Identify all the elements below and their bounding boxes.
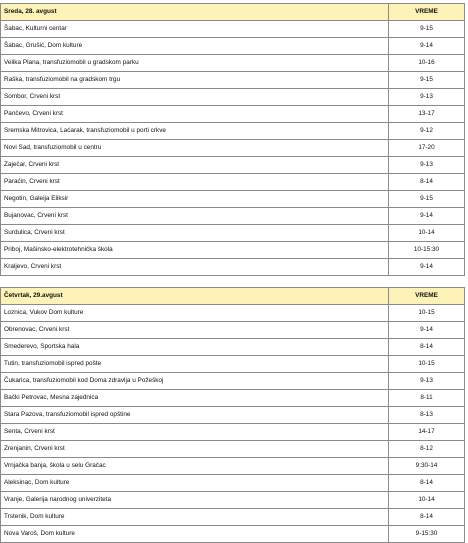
table-row: [1, 509, 465, 526]
schedule-table-thursday: [0, 287, 465, 543]
location-cell: Tutin, transfuziomobil ispred pošte: [1, 356, 389, 373]
time-column-header: VREME: [389, 4, 465, 21]
time-cell: 8-12: [389, 441, 465, 458]
time-cell: 10-15: [389, 305, 465, 322]
location-cell: Trstenik, Dom kulture: [1, 509, 389, 526]
location-cell: Aleksinac, Dom kulture: [1, 475, 389, 492]
location-cell: Zaječar, Crveni krst: [1, 157, 389, 174]
table-row: [1, 305, 465, 322]
time-cell: 17-20: [389, 140, 465, 157]
time-cell: 8-14: [389, 174, 465, 191]
location-cell: Bački Petrovac, Mesna zajednica: [1, 390, 389, 407]
schedule-table-wednesday: [0, 3, 465, 276]
table-row: [1, 242, 465, 259]
time-cell: 10-16: [389, 55, 465, 72]
location-cell: Kraljevo, Crveni krst: [1, 259, 389, 276]
time-cell: 8-14: [389, 509, 465, 526]
location-cell: Senta, Crveni krst: [1, 424, 389, 441]
table-row: [1, 339, 465, 356]
time-cell: 9-14: [389, 38, 465, 55]
table-row: [1, 407, 465, 424]
time-cell: 9-13: [389, 89, 465, 106]
time-cell: 9-15:30: [389, 526, 465, 543]
table-row: [1, 106, 465, 123]
location-cell: Bujanovac, Crveni krst: [1, 208, 389, 225]
table-row: [1, 492, 465, 509]
location-cell: Novi Sad, transfuziomobil u centru: [1, 140, 389, 157]
time-cell: 10-14: [389, 492, 465, 509]
location-cell: Sombor, Crveni krst: [1, 89, 389, 106]
table-row: [1, 38, 465, 55]
location-cell: Sremska Mitrovica, Laćarak, transfuziomobil u porti crkve: [1, 123, 389, 140]
time-cell: 8-11: [389, 390, 465, 407]
location-cell: Obrenovac, Crveni krst: [1, 322, 389, 339]
location-cell: Šabac, Kulturni centar: [1, 21, 389, 38]
time-cell: 9-15: [389, 72, 465, 89]
table-row: [1, 72, 465, 89]
location-cell: Velika Plana, transfuziomobil u gradskom parku: [1, 55, 389, 72]
time-cell: 9-15: [389, 191, 465, 208]
table-row: [1, 424, 465, 441]
time-cell: 9:30-14: [389, 458, 465, 475]
table-row: [1, 55, 465, 72]
location-cell: Vrnjačka banja, škola u selu Gračac: [1, 458, 389, 475]
table-row: [1, 441, 465, 458]
time-cell: 8-13: [389, 407, 465, 424]
table-row: [1, 174, 465, 191]
table-row: [1, 390, 465, 407]
table-row: [1, 225, 465, 242]
time-cell: 8-14: [389, 475, 465, 492]
location-cell: Pančevo, Crveni krst: [1, 106, 389, 123]
time-cell: 9-13: [389, 157, 465, 174]
location-cell: Surdulica, Crveni krst: [1, 225, 389, 242]
table-row: [1, 89, 465, 106]
time-cell: 10-14: [389, 225, 465, 242]
table-row: [1, 191, 465, 208]
location-cell: Vranje, Galerija narodnog univerziteta: [1, 492, 389, 509]
time-cell: 9-14: [389, 208, 465, 225]
day-title: Sreda, 28. avgust: [1, 4, 389, 21]
time-cell: 9-15: [389, 21, 465, 38]
location-cell: Čukarica, transfuziomobil kod Doma zdravlja u Požeškoj: [1, 373, 389, 390]
time-column-header: VREME: [389, 288, 465, 305]
table-row: [1, 458, 465, 475]
time-cell: 9-14: [389, 259, 465, 276]
time-cell: 9-12: [389, 123, 465, 140]
time-cell: 14-17: [389, 424, 465, 441]
location-cell: Loznica, Vukov Dom kulture: [1, 305, 389, 322]
time-cell: 10-15:30: [389, 242, 465, 259]
location-cell: Raška, transfuziomobil na gradskom trgu: [1, 72, 389, 89]
table-row: [1, 475, 465, 492]
time-cell: 10-15: [389, 356, 465, 373]
time-cell: 9-14: [389, 322, 465, 339]
location-cell: Stara Pazova, transfuziomobil ispred opštine: [1, 407, 389, 424]
time-cell: 9-13: [389, 373, 465, 390]
table-row: [1, 123, 465, 140]
time-cell: 8-14: [389, 339, 465, 356]
location-cell: Šabac, Grušić, Dom kulture: [1, 38, 389, 55]
table-row: [1, 259, 465, 276]
table-header-row: [1, 4, 465, 21]
location-cell: Paraćin, Crveni krst: [1, 174, 389, 191]
schedule-body: [1, 4, 465, 276]
location-cell: Priboj, Mašinsko-elektrotehnička škola: [1, 242, 389, 259]
time-cell: 13-17: [389, 106, 465, 123]
table-row: [1, 157, 465, 174]
location-cell: Negotin, Galeija Eliksir: [1, 191, 389, 208]
table-row: [1, 356, 465, 373]
table-row: [1, 373, 465, 390]
table-row: [1, 21, 465, 38]
table-row: [1, 526, 465, 543]
table-row: [1, 140, 465, 157]
table-header-row: [1, 288, 465, 305]
location-cell: Nova Varoš, Dom kulture: [1, 526, 389, 543]
table-row: [1, 322, 465, 339]
table-row: [1, 208, 465, 225]
schedule-body: [1, 288, 465, 543]
location-cell: Smederevo, Sportska hala: [1, 339, 389, 356]
location-cell: Zrenjanin, Crveni krst: [1, 441, 389, 458]
day-title: Četvrtak, 29.avgust: [1, 288, 389, 305]
